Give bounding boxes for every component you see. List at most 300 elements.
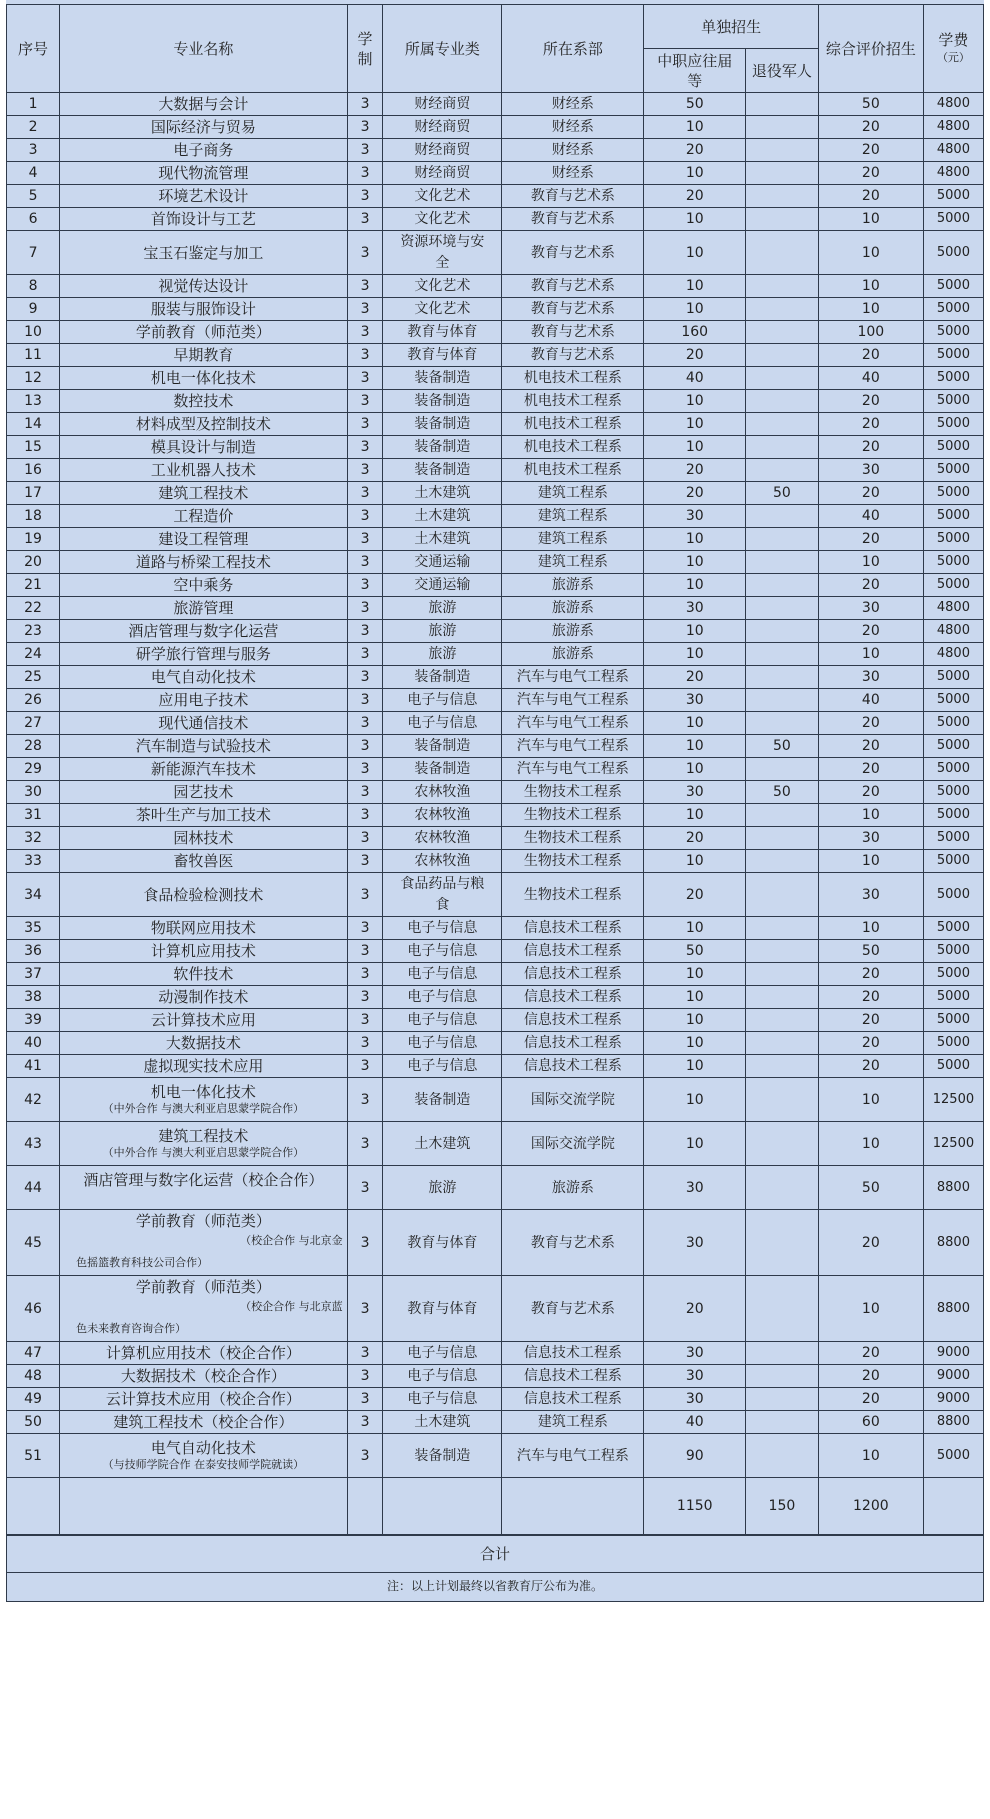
- row-major-name: 现代通信技术: [60, 712, 348, 735]
- row-seq: 20: [7, 551, 60, 574]
- row-category: 电子与信息: [383, 917, 502, 940]
- row-vocational: 40: [644, 367, 746, 390]
- row-major-name: 建筑工程技术: [60, 482, 348, 505]
- header-years: 学制: [347, 5, 383, 93]
- row-category: 教育与体育: [383, 1210, 502, 1276]
- row-veterans: [746, 208, 819, 231]
- table-row: [7, 758, 984, 781]
- row-major-name: 新能源汽车技术: [60, 758, 348, 781]
- row-comprehensive: 40: [818, 689, 923, 712]
- row-seq: 29: [7, 758, 60, 781]
- row-vocational: 10: [644, 850, 746, 873]
- row-seq: 7: [7, 231, 60, 275]
- row-category: 财经商贸: [383, 116, 502, 139]
- row-vocational: 10: [644, 551, 746, 574]
- row-fee: 5000: [923, 185, 983, 208]
- row-fee: 4800: [923, 620, 983, 643]
- total-veterans: 150: [746, 1478, 819, 1535]
- row-category: 电子与信息: [383, 940, 502, 963]
- row-comprehensive: 10: [818, 1078, 923, 1122]
- table-row: [7, 436, 984, 459]
- row-category: 食品药品与粮食: [383, 873, 502, 917]
- row-veterans: [746, 1342, 819, 1365]
- row-years: 3: [347, 1055, 383, 1078]
- sum-label: 合计: [6, 1535, 984, 1573]
- row-dept: 生物技术工程系: [502, 827, 644, 850]
- row-years: 3: [347, 758, 383, 781]
- row-fee: 5000: [923, 321, 983, 344]
- row-years: 3: [347, 139, 383, 162]
- header-single: 单独招生: [644, 5, 818, 49]
- row-fee: 5000: [923, 712, 983, 735]
- row-dept: 汽车与电气工程系: [502, 666, 644, 689]
- row-dept: 信息技术工程系: [502, 1388, 644, 1411]
- row-major-name: 计算机应用技术: [60, 940, 348, 963]
- row-vocational: 10: [644, 963, 746, 986]
- row-major-name: 视觉传达设计: [60, 275, 348, 298]
- row-dept: 信息技术工程系: [502, 917, 644, 940]
- row-category: 旅游: [383, 620, 502, 643]
- table-row: [7, 231, 984, 275]
- table-row: [7, 804, 984, 827]
- row-comprehensive: 20: [818, 185, 923, 208]
- row-veterans: [746, 873, 819, 917]
- row-years: 3: [347, 528, 383, 551]
- row-category: 旅游: [383, 643, 502, 666]
- row-seq: 28: [7, 735, 60, 758]
- row-years: 3: [347, 917, 383, 940]
- row-veterans: [746, 93, 819, 116]
- row-seq: 42: [7, 1078, 60, 1122]
- row-seq: 19: [7, 528, 60, 551]
- row-comprehensive: 30: [818, 666, 923, 689]
- row-vocational: 10: [644, 574, 746, 597]
- row-vocational: 20: [644, 344, 746, 367]
- row-seq: 46: [7, 1276, 60, 1342]
- row-dept: 信息技术工程系: [502, 1365, 644, 1388]
- row-veterans: [746, 827, 819, 850]
- table-row: [7, 275, 984, 298]
- row-vocational: 50: [644, 93, 746, 116]
- table-row: [7, 298, 984, 321]
- row-seq: 50: [7, 1411, 60, 1434]
- row-seq: 48: [7, 1365, 60, 1388]
- row-veterans: [746, 321, 819, 344]
- row-fee: 9000: [923, 1365, 983, 1388]
- row-vocational: 10: [644, 528, 746, 551]
- row-comprehensive: 20: [818, 116, 923, 139]
- row-major-name: 学前教育（师范类） （校企合作 与北京金 色摇篮教育科技公司合作）: [60, 1210, 348, 1276]
- row-comprehensive: 50: [818, 93, 923, 116]
- header-fee: 学费 （元）: [923, 5, 983, 93]
- row-comprehensive: 10: [818, 551, 923, 574]
- row-seq: 5: [7, 185, 60, 208]
- row-years: 3: [347, 321, 383, 344]
- row-seq: 43: [7, 1122, 60, 1166]
- row-veterans: [746, 758, 819, 781]
- row-category: 装备制造: [383, 1434, 502, 1478]
- row-category: 电子与信息: [383, 1009, 502, 1032]
- row-comprehensive: 20: [818, 963, 923, 986]
- row-years: 3: [347, 436, 383, 459]
- row-fee: 5000: [923, 689, 983, 712]
- row-years: 3: [347, 827, 383, 850]
- table-row: [7, 116, 984, 139]
- row-years: 3: [347, 344, 383, 367]
- row-dept: 汽车与电气工程系: [502, 758, 644, 781]
- row-veterans: [746, 804, 819, 827]
- row-years: 3: [347, 231, 383, 275]
- row-veterans: [746, 1434, 819, 1478]
- row-category: 装备制造: [383, 666, 502, 689]
- row-major-name: 电子商务: [60, 139, 348, 162]
- row-major-name: 国际经济与贸易: [60, 116, 348, 139]
- row-major-name: 电气自动化技术: [60, 666, 348, 689]
- row-veterans: [746, 231, 819, 275]
- row-major-note: 色未来教育咨询合作）: [76, 1321, 187, 1335]
- row-major-name: 环境艺术设计: [60, 185, 348, 208]
- row-fee: 5000: [923, 827, 983, 850]
- row-dept: 国际交流学院: [502, 1078, 644, 1122]
- row-major-note: （中外合作 与澳大利亚启思蒙学院合作）: [102, 1146, 305, 1159]
- row-seq: 49: [7, 1388, 60, 1411]
- table-row: [7, 1342, 984, 1365]
- table-row: [7, 482, 984, 505]
- row-comprehensive: 20: [818, 1365, 923, 1388]
- row-major-name: 动漫制作技术: [60, 986, 348, 1009]
- table-row: [7, 620, 984, 643]
- enrollment-plan-sheet: [6, 0, 984, 1602]
- row-fee: 5000: [923, 666, 983, 689]
- row-veterans: [746, 1032, 819, 1055]
- row-major-name: 学前教育（师范类）: [60, 321, 348, 344]
- row-seq: 40: [7, 1032, 60, 1055]
- row-comprehensive: 20: [818, 1055, 923, 1078]
- row-vocational: 20: [644, 666, 746, 689]
- row-seq: 11: [7, 344, 60, 367]
- row-comprehensive: 20: [818, 1009, 923, 1032]
- row-major-name: 空中乘务: [60, 574, 348, 597]
- row-years: 3: [347, 390, 383, 413]
- row-major-name: 工程造价: [60, 505, 348, 528]
- row-category: 农林牧渔: [383, 804, 502, 827]
- row-category: 农林牧渔: [383, 827, 502, 850]
- row-fee: 5000: [923, 344, 983, 367]
- table-row: [7, 344, 984, 367]
- row-category: 交通运输: [383, 574, 502, 597]
- row-fee: 12500: [923, 1078, 983, 1122]
- row-years: 3: [347, 1365, 383, 1388]
- row-dept: 信息技术工程系: [502, 963, 644, 986]
- row-major-name: 物联网应用技术: [60, 917, 348, 940]
- row-major-note: （校企合作 与北京蓝: [240, 1299, 343, 1313]
- row-major-name: 云计算技术应用（校企合作）: [60, 1388, 348, 1411]
- enrollment-table: [6, 4, 984, 1535]
- row-category: 装备制造: [383, 758, 502, 781]
- row-dept: 财经系: [502, 139, 644, 162]
- row-seq: 34: [7, 873, 60, 917]
- row-dept: 教育与艺术系: [502, 185, 644, 208]
- row-category: 土木建筑: [383, 1411, 502, 1434]
- row-fee: 8800: [923, 1166, 983, 1210]
- row-fee: 5000: [923, 850, 983, 873]
- row-veterans: [746, 390, 819, 413]
- row-vocational: 20: [644, 139, 746, 162]
- row-seq: 1: [7, 93, 60, 116]
- row-veterans: [746, 162, 819, 185]
- row-category: 电子与信息: [383, 689, 502, 712]
- row-dept: 机电技术工程系: [502, 459, 644, 482]
- row-years: 3: [347, 643, 383, 666]
- row-vocational: 160: [644, 321, 746, 344]
- row-category: 农林牧渔: [383, 781, 502, 804]
- total-vocational: 1150: [644, 1478, 746, 1535]
- row-fee: 4800: [923, 162, 983, 185]
- row-dept: 财经系: [502, 116, 644, 139]
- row-years: 3: [347, 940, 383, 963]
- row-dept: 建筑工程系: [502, 505, 644, 528]
- table-row: [7, 666, 984, 689]
- row-seq: 9: [7, 298, 60, 321]
- row-years: 3: [347, 574, 383, 597]
- row-veterans: [746, 298, 819, 321]
- row-fee: 8800: [923, 1411, 983, 1434]
- row-comprehensive: 100: [818, 321, 923, 344]
- row-fee: 5000: [923, 804, 983, 827]
- table-row: [7, 93, 984, 116]
- row-comprehensive: 20: [818, 781, 923, 804]
- header-veterans: 退役军人: [746, 49, 819, 93]
- row-comprehensive: 20: [818, 1342, 923, 1365]
- row-fee: 5000: [923, 963, 983, 986]
- row-seq: 37: [7, 963, 60, 986]
- row-seq: 18: [7, 505, 60, 528]
- row-major-name: 大数据技术: [60, 1032, 348, 1055]
- row-fee: 12500: [923, 1122, 983, 1166]
- table-row: [7, 712, 984, 735]
- row-years: 3: [347, 1434, 383, 1478]
- table-row: [7, 986, 984, 1009]
- row-dept: 生物技术工程系: [502, 850, 644, 873]
- row-years: 3: [347, 93, 383, 116]
- table-row: [7, 528, 984, 551]
- row-vocational: 10: [644, 1032, 746, 1055]
- row-category: 财经商贸: [383, 93, 502, 116]
- row-comprehensive: 30: [818, 597, 923, 620]
- row-major-name: 机电一体化技术 （中外合作 与澳大利亚启思蒙学院合作）: [60, 1078, 348, 1122]
- row-vocational: 30: [644, 597, 746, 620]
- row-major-name: 服装与服饰设计: [60, 298, 348, 321]
- row-veterans: [746, 940, 819, 963]
- row-years: 3: [347, 712, 383, 735]
- row-seq: 17: [7, 482, 60, 505]
- row-seq: 30: [7, 781, 60, 804]
- row-veterans: [746, 528, 819, 551]
- row-dept: 财经系: [502, 162, 644, 185]
- row-years: 3: [347, 1342, 383, 1365]
- row-years: 3: [347, 1122, 383, 1166]
- row-fee: 5000: [923, 1009, 983, 1032]
- row-comprehensive: 20: [818, 482, 923, 505]
- row-years: 3: [347, 689, 383, 712]
- row-veterans: [746, 185, 819, 208]
- row-years: 3: [347, 459, 383, 482]
- row-fee: 5000: [923, 1032, 983, 1055]
- header-seq: 序号: [7, 5, 60, 93]
- table-row: [7, 1388, 984, 1411]
- row-dept: 信息技术工程系: [502, 1032, 644, 1055]
- row-comprehensive: 20: [818, 390, 923, 413]
- table-row: [7, 873, 984, 917]
- row-veterans: [746, 1078, 819, 1122]
- row-dept: 信息技术工程系: [502, 1009, 644, 1032]
- row-years: 3: [347, 1210, 383, 1276]
- row-dept: 建筑工程系: [502, 1411, 644, 1434]
- row-vocational: 10: [644, 735, 746, 758]
- row-major-name: 软件技术: [60, 963, 348, 986]
- row-fee: 5000: [923, 413, 983, 436]
- row-dept: 生物技术工程系: [502, 804, 644, 827]
- row-fee: 8800: [923, 1210, 983, 1276]
- row-major-name: 研学旅行管理与服务: [60, 643, 348, 666]
- row-category: 电子与信息: [383, 1388, 502, 1411]
- row-dept: 建筑工程系: [502, 551, 644, 574]
- row-vocational: 30: [644, 505, 746, 528]
- table-row: [7, 1210, 984, 1276]
- row-major-name: 道路与桥梁工程技术: [60, 551, 348, 574]
- table-row: [7, 1365, 984, 1388]
- row-category: 装备制造: [383, 390, 502, 413]
- row-comprehensive: 60: [818, 1411, 923, 1434]
- row-veterans: [746, 1009, 819, 1032]
- row-seq: 27: [7, 712, 60, 735]
- row-major-name: 云计算技术应用: [60, 1009, 348, 1032]
- row-category: 土木建筑: [383, 1122, 502, 1166]
- row-comprehensive: 20: [818, 344, 923, 367]
- row-fee: 4800: [923, 116, 983, 139]
- header-comprehensive: 综合评价招生: [818, 5, 923, 93]
- row-seq: 35: [7, 917, 60, 940]
- row-dept: 旅游系: [502, 620, 644, 643]
- row-major-name: 数控技术: [60, 390, 348, 413]
- row-years: 3: [347, 735, 383, 758]
- row-category: 旅游: [383, 597, 502, 620]
- row-fee: 5000: [923, 873, 983, 917]
- row-years: 3: [347, 116, 383, 139]
- row-comprehensive: 20: [818, 413, 923, 436]
- table-row: [7, 1434, 984, 1478]
- row-category: 电子与信息: [383, 963, 502, 986]
- row-vocational: 10: [644, 1009, 746, 1032]
- row-seq: 22: [7, 597, 60, 620]
- row-veterans: [746, 574, 819, 597]
- row-fee: 5000: [923, 986, 983, 1009]
- table-row: [7, 940, 984, 963]
- row-vocational: 10: [644, 1122, 746, 1166]
- row-fee: 5000: [923, 758, 983, 781]
- row-years: 3: [347, 963, 383, 986]
- row-comprehensive: 10: [818, 208, 923, 231]
- row-vocational: 10: [644, 986, 746, 1009]
- row-years: 3: [347, 298, 383, 321]
- row-dept: 生物技术工程系: [502, 781, 644, 804]
- table-row: [7, 597, 984, 620]
- table-row: [7, 459, 984, 482]
- row-category: 文化艺术: [383, 275, 502, 298]
- row-vocational: 10: [644, 1055, 746, 1078]
- row-years: 3: [347, 275, 383, 298]
- table-row: [7, 574, 984, 597]
- row-vocational: 10: [644, 643, 746, 666]
- row-comprehensive: 10: [818, 1276, 923, 1342]
- row-fee: 5000: [923, 574, 983, 597]
- table-row: [7, 1032, 984, 1055]
- row-vocational: 20: [644, 482, 746, 505]
- row-seq: 39: [7, 1009, 60, 1032]
- row-vocational: 10: [644, 436, 746, 459]
- row-years: 3: [347, 986, 383, 1009]
- row-major-name: 应用电子技术: [60, 689, 348, 712]
- row-vocational: 10: [644, 390, 746, 413]
- row-veterans: [746, 597, 819, 620]
- row-vocational: 20: [644, 185, 746, 208]
- row-comprehensive: 50: [818, 940, 923, 963]
- row-dept: 汽车与电气工程系: [502, 689, 644, 712]
- row-major-name: 茶叶生产与加工技术: [60, 804, 348, 827]
- table-row: [7, 781, 984, 804]
- row-major-name: 虚拟现实技术应用: [60, 1055, 348, 1078]
- row-seq: 13: [7, 390, 60, 413]
- row-seq: 10: [7, 321, 60, 344]
- row-veterans: [746, 551, 819, 574]
- row-veterans: [746, 344, 819, 367]
- row-veterans: [746, 436, 819, 459]
- row-years: 3: [347, 1078, 383, 1122]
- row-category: 财经商贸: [383, 139, 502, 162]
- row-vocational: 20: [644, 827, 746, 850]
- row-seq: 32: [7, 827, 60, 850]
- row-vocational: 20: [644, 459, 746, 482]
- table-row: [7, 963, 984, 986]
- row-fee: 5000: [923, 1055, 983, 1078]
- row-vocational: 30: [644, 1388, 746, 1411]
- table-row: [7, 827, 984, 850]
- table-row: [7, 413, 984, 436]
- row-fee: 4800: [923, 139, 983, 162]
- row-vocational: 10: [644, 298, 746, 321]
- row-comprehensive: 10: [818, 917, 923, 940]
- row-dept: 机电技术工程系: [502, 367, 644, 390]
- table-row: [7, 1009, 984, 1032]
- row-major-note: （校企合作 与北京金: [240, 1233, 343, 1247]
- row-vocational: 10: [644, 116, 746, 139]
- row-dept: 教育与艺术系: [502, 321, 644, 344]
- row-dept: 汽车与电气工程系: [502, 735, 644, 758]
- row-category: 电子与信息: [383, 1342, 502, 1365]
- row-major-name: 大数据技术（校企合作）: [60, 1365, 348, 1388]
- row-fee: 5000: [923, 231, 983, 275]
- row-major-note: （中外合作 与澳大利亚启思蒙学院合作）: [102, 1102, 305, 1115]
- row-comprehensive: 20: [818, 758, 923, 781]
- row-vocational: 10: [644, 1078, 746, 1122]
- row-seq: 25: [7, 666, 60, 689]
- row-vocational: 10: [644, 804, 746, 827]
- row-veterans: [746, 620, 819, 643]
- header-dept: 所在系部: [502, 5, 644, 93]
- table-row: [7, 1411, 984, 1434]
- row-dept: 汽车与电气工程系: [502, 1434, 644, 1478]
- row-fee: 4800: [923, 643, 983, 666]
